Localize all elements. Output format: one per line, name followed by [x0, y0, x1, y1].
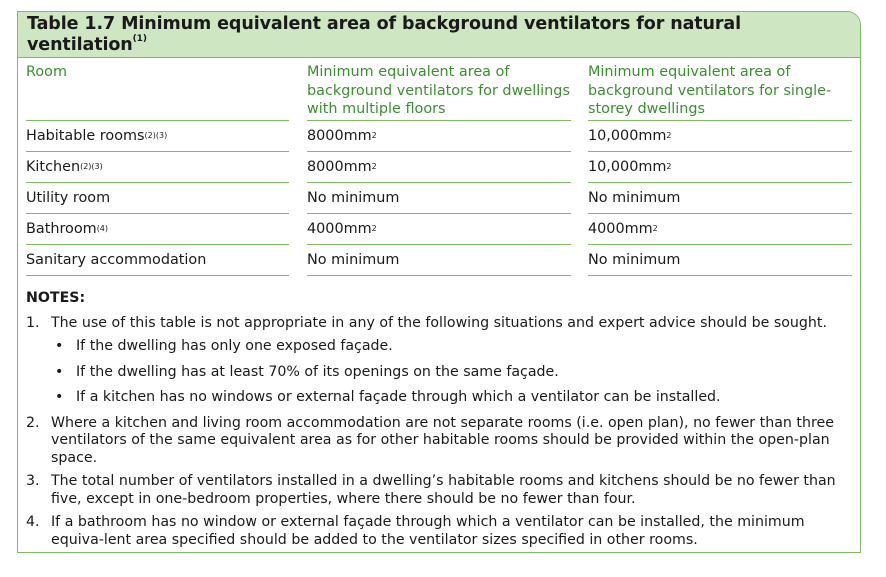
note-number: 4.	[26, 514, 40, 530]
title-footnote-ref: (1)	[132, 34, 147, 44]
notes-heading: NOTES:	[26, 290, 86, 306]
note-item	[26, 315, 852, 333]
note-text: If a bathroom has no window or external façade through which a ventilator can be installed, the minimum equiva-lent area specified should be added to the ventilator sizes specified in other rooms.	[51, 514, 805, 548]
bullet-icon: •	[55, 389, 64, 405]
bullet-icon: •	[55, 338, 64, 354]
note-bullet	[55, 364, 852, 382]
bullet-icon: •	[55, 363, 64, 380]
note-text: The use of this table is not appropriate in any of the following situations and expert advice should be sought.	[51, 314, 827, 331]
table-row	[26, 121, 852, 152]
note-number: 2.	[26, 414, 40, 431]
row-single-value: 10,000mm 2	[588, 152, 852, 183]
row-single-value: 10,000mm 2	[588, 121, 852, 152]
note-text: Where a kitchen and living room accommodation are not separate rooms (i.e. open plan), no fewer than three ventilators of the same equivalent area as for other habitable rooms should be provided within the open-plan space.	[51, 414, 834, 466]
note-text: The total number of ventilators installed in a dwelling’s habitable rooms and kitchens should be no fewer than five, except in one-bedroom properties, where there should be no fewer than four.	[51, 473, 836, 507]
row-single-value: No minimum	[588, 183, 852, 214]
table-title-bar	[18, 12, 860, 58]
row-single-value: 4000mm 2	[588, 214, 852, 245]
header-single-storey: Minimum equivalent area of background ventilators for single-storey dwellings	[588, 60, 852, 121]
row-multi-value: No minimum	[307, 245, 571, 276]
row-multi-value: 8000mm 2	[307, 152, 571, 183]
table-frame	[17, 11, 861, 553]
note-number: 1.	[26, 314, 40, 331]
table-row	[26, 245, 852, 276]
bullet-text: If a kitchen has no windows or external façade through which a ventilator can be installed.	[76, 389, 721, 405]
row-multi-value: No minimum	[307, 183, 571, 214]
note-bullet	[55, 389, 852, 407]
notes-section	[26, 290, 852, 553]
note-item	[26, 473, 852, 508]
table-row	[26, 214, 852, 245]
header-room: Room	[26, 60, 289, 121]
bullet-text: If the dwelling has only one exposed façade.	[76, 338, 393, 354]
note-number: 3.	[26, 473, 40, 489]
table-row	[26, 152, 852, 183]
row-room: Habitable rooms (2)(3)	[26, 121, 289, 152]
bullet-text: If the dwelling has at least 70% of its openings on the same façade.	[76, 363, 559, 380]
table-title: Table 1.7 Minimum equivalent area of background ventilators for natural ventilation$^{(1)}$	[27, 14, 742, 55]
row-multi-value: 4000mm 2	[307, 214, 571, 245]
row-room: Utility room	[26, 183, 289, 214]
row-room: Kitchen (2)(3)	[26, 152, 289, 183]
note-bullet	[55, 338, 852, 356]
ventilation-table	[26, 60, 852, 276]
note-item	[26, 415, 852, 468]
row-room: Bathroom (4)	[26, 214, 289, 245]
header-multi-floor: Minimum equivalent area of background ventilators for dwellings with multiple floors	[307, 60, 571, 121]
note-item	[26, 514, 852, 549]
table-row	[26, 183, 852, 214]
row-multi-value: 8000mm 2	[307, 121, 571, 152]
row-room: Sanitary accommodation	[26, 245, 289, 276]
table-header-row	[26, 60, 852, 121]
row-single-value: No minimum	[588, 245, 852, 276]
